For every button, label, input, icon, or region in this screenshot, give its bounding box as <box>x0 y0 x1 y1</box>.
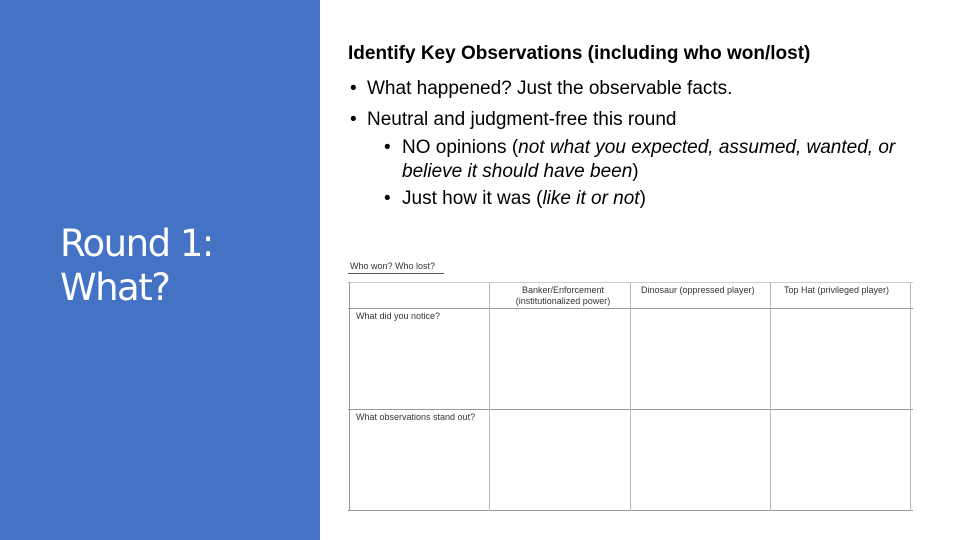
slide-title <box>60 222 213 310</box>
section-heading: Identify Key Observations (including who won/lost) <box>348 43 811 64</box>
bullet-dot: • <box>384 137 391 158</box>
column-header-banker <box>493 285 633 307</box>
bullet-neutral <box>348 108 928 132</box>
worksheet-image <box>343 258 913 516</box>
sub-bullet-text-start: NO opinions ( <box>402 137 519 158</box>
sub-bullet-text-end: ) <box>632 161 639 182</box>
column-divider-2 <box>630 282 631 511</box>
table-right-border <box>910 282 911 511</box>
worksheet-caption: Who won? Who lost? <box>350 261 436 271</box>
column-header-dinosaur: Dinosaur (oppressed player) <box>641 285 755 295</box>
caption-underline <box>348 273 444 274</box>
table-left-border <box>349 282 350 511</box>
column-divider-3 <box>770 282 771 511</box>
sub-bullet-how-it-was <box>384 187 928 211</box>
title-panel <box>0 0 320 540</box>
column-header-banker-line-2: (institutionalized power) <box>515 296 611 306</box>
column-header-banker-line-1: Banker/Enforcement <box>521 285 605 295</box>
sub-bullet-text-end: ) <box>639 188 646 209</box>
sub-bullet-emphasis: like it or not <box>542 188 640 209</box>
sub-bullet-text-start: Just how it was ( <box>402 188 543 209</box>
bullet-dot: • <box>384 188 391 209</box>
column-header-top-hat: Top Hat (privileged player) <box>784 285 890 295</box>
row-label-stand-out: What observations stand out? <box>356 412 476 422</box>
bullet-dot: • <box>350 78 357 99</box>
bullet-dot: • <box>350 109 357 130</box>
bullet-text: Neutral and judgment-free this round <box>367 109 677 130</box>
content-area <box>348 40 928 211</box>
bullet-text: What happened? Just the observable facts. <box>367 78 733 99</box>
sub-bullet-no-opinions <box>384 136 928 184</box>
slide-title-line-2: What? <box>60 266 170 309</box>
bullet-what-happened <box>348 77 928 101</box>
sub-bullet-emphasis: not what you expected, assumed, wanted, or believe it should have been <box>402 137 896 182</box>
row-label-notice: What did you notice? <box>356 311 441 321</box>
slide-title-line-1: Round 1: <box>60 222 213 265</box>
column-divider-1 <box>489 282 490 511</box>
